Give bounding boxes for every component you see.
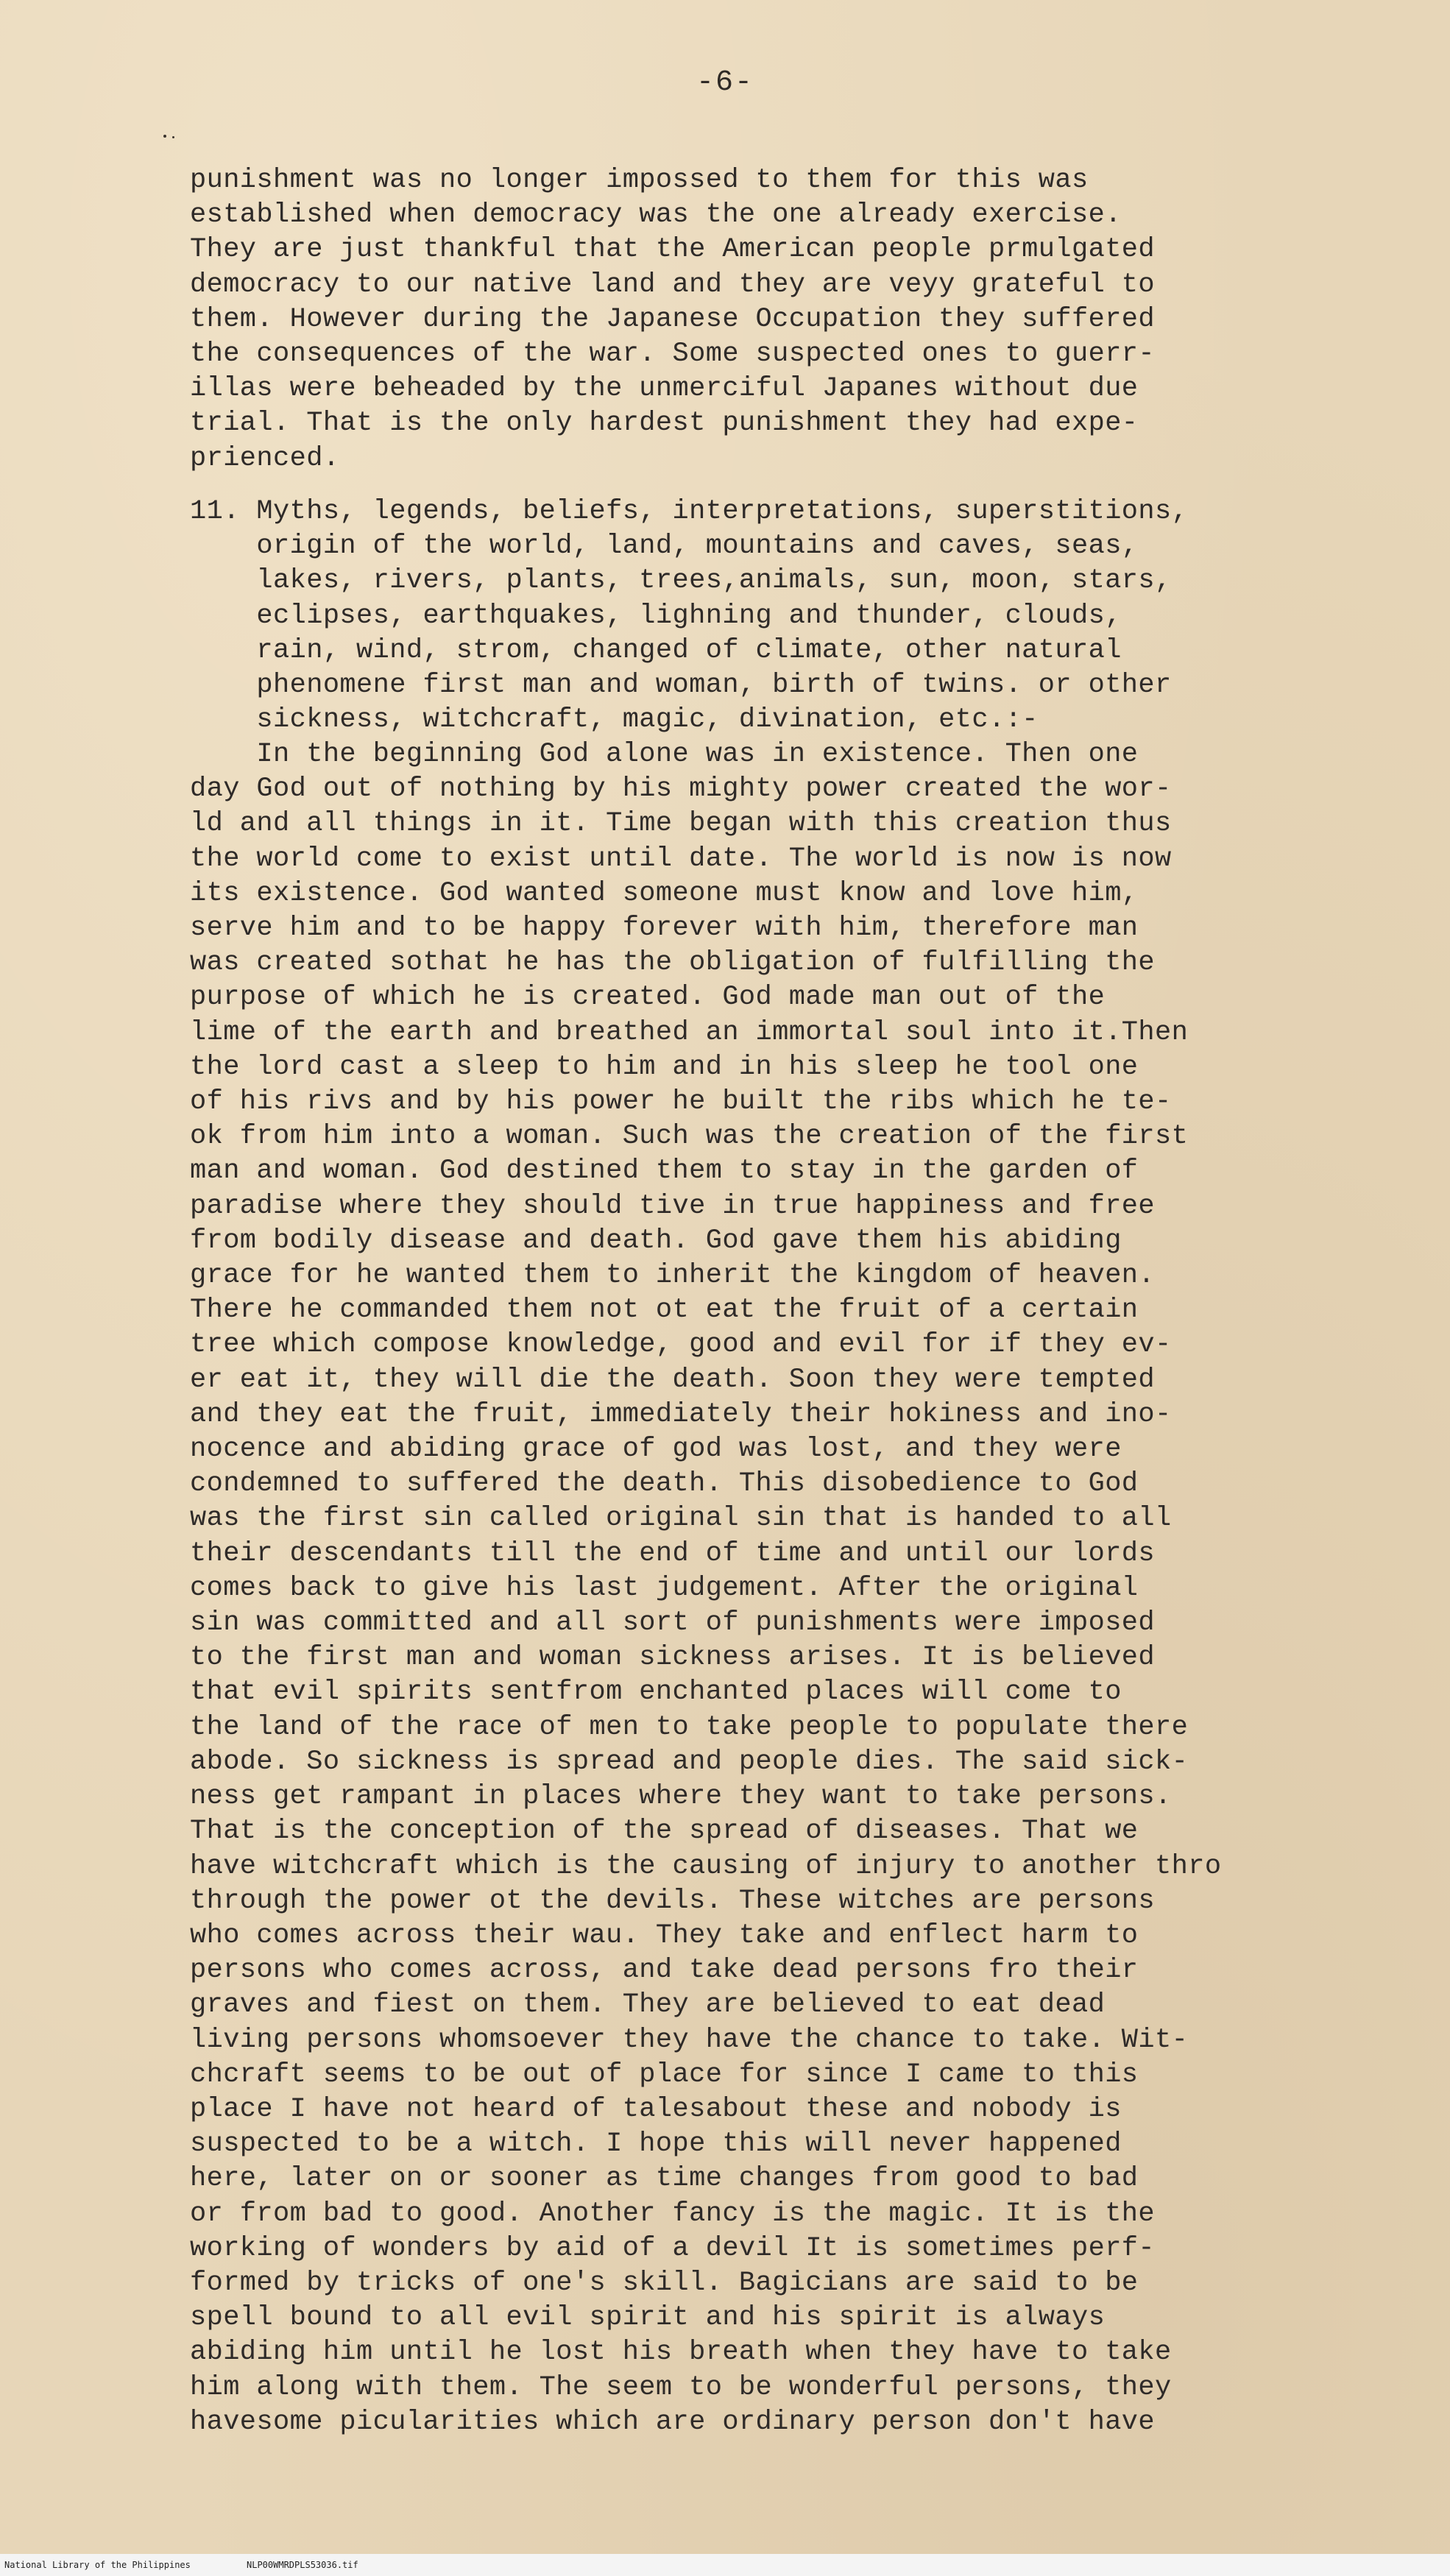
- footer-filename: NLP00WMRDPLS53036.tif: [247, 2560, 358, 2570]
- footer-source: National Library of the Philippines: [4, 2560, 191, 2570]
- ink-speck: [172, 136, 174, 138]
- item-11-heading: 11. Myths, legends, beliefs, interpretations, superstitions, origin of the world, land, mountains and caves, seas, lakes, rivers, plants, trees,animals, sun, moon, stars, eclipses, earthquakes, lighning and thunder, clouds, rain, wind, strom, changed of climate, other natural phenomene first man and woman, birth of twins. or other sickness, witchcraft, magic, divination, etc.:-: [190, 496, 1189, 736]
- scan-footer: [0, 2554, 1450, 2576]
- page-number: -6-: [696, 66, 754, 99]
- paragraph-punishment: punishment was no longer impossed to them for this was established when democracy was the one already exercise. They are just thankful that the American people prmulgated democracy to our native land and they are veyy grateful to them. However during the Japanese Occupation they suffered the consequences of the war. Some suspected ones to guerr- illas were beheaded by the unmerciful Japanes without due trial. That is the only hardest punishment they had expe- prienced.: [190, 165, 1156, 474]
- item-11-body: In the beginning God alone was in existence. Then one day God out of nothing by his mighty power created the wor- ld and all things in it. Time began with this creation thus the world come to exist until date. The world is now is now its existence. God wanted someone must know and love him, serve him and to be happy forever with him, therefore man was created sothat he has the obligation of fulfilling the purpose of which he is created. God made man out of the lime of the earth and breathed an immortal soul into it.Then the lord cast a sleep to him and in his sleep he tool one of his rivs and by his power he built the ribs which he te- ok from him into a woman. Such was the creation of the first man and woman. God destined them to stay in the garden of paradise where they should tive in true happiness and free from bodily disease and death. God gave them his abiding grace for he wanted them to inherit the kingdom of heaven. There he commanded them not ot eat the fruit of a certain tree which compose knowledge, good and evil for if they ev- er eat it, they will die the death. Soon they were tempted and they eat the fruit, immediately their hokiness and ino- nocence and abiding grace of god was lost, and they were condemned to suffered the death. This disobedience to God was the first sin called original sin that is handed to all their descendants till the end of time and until our lords comes back to give his last judgement. After the original sin was committed and all sort of punishments were imposed to the first man and woman sickness arises. It is believed that evil spirits sentfrom enchanted places will come to the land of the race of men to take people to populate there abode. So sickness is spread and people dies. The said sick- ness get rampant in places where they want to take persons. That is the conception of the spread of diseases. That we have witchcraft which is the causing of injury to another thro through the power ot the devils. These witches are persons who comes across their wau. They take and enflect harm to persons who comes across, and take dead persons fro their graves and fiest on them. They are believed to eat dead living persons whomsoever they have the chance to take. Wit- chcraft seems to be out of place for since I came to this place I have not heard of talesabout these and nobody is suspected to be a witch. I hope this will never happened here, later on or sooner as time changes from good to bad or from bad to good. Another fancy is the magic. It is the working of wonders by aid of a devil It is sometimes perf- formed by tricks of one's skill. Bagicians are said to be spell bound to all evil spirit and his spirit is always abiding him until he lost his breath when they have to take him along with them. The seem to be wonderful persons, they havesome picularities which are ordinary person don't have: [190, 739, 1222, 2438]
- ink-speck: [163, 135, 166, 138]
